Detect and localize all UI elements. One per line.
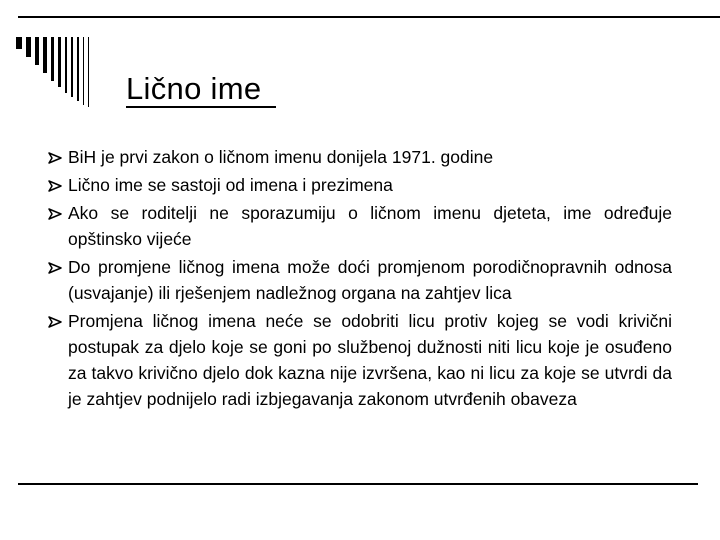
- bullet-item: [48, 308, 672, 412]
- bullet-list: [48, 144, 672, 414]
- bullet-item: [48, 144, 672, 170]
- top-rule: [18, 16, 720, 18]
- arrow-bullet-icon: [48, 316, 62, 328]
- stripe: [16, 37, 22, 49]
- stripe: [51, 37, 54, 81]
- stripe: [65, 37, 67, 93]
- stripe: [77, 37, 79, 101]
- arrow-bullet-icon: [48, 208, 62, 220]
- bullet-item: [48, 254, 672, 306]
- stripe: [26, 37, 31, 57]
- stripe: [71, 37, 73, 97]
- stripe: [43, 37, 47, 73]
- title-underline: [126, 106, 276, 108]
- arrow-bullet-icon: [48, 152, 62, 164]
- bullet-text: Promjena ličnog imena neće se odobriti licu protiv kojeg se vodi krivični postupak za djelo koje se goni po službenoj dužnosti niti licu koje je osuđeno za takvo krivično djelo dok kazna nije izvršena, kao ni licu za koje se utvrdi da je zahtjev podnijelo radi izbjegavanja zakonom utvrđenih obaveza: [68, 311, 672, 409]
- bullet-text: Ako se roditelji ne sporazumiju o ličnom imenu djeteta, ime određuje opštinsko vijeće: [68, 203, 672, 249]
- bullet-text: Do promjene ličnog imena može doći promjenom porodičnopravnih odnosa (usvajanje) ili rješenjem nadležnog organa na zahtjev lica: [68, 257, 672, 303]
- decorative-stripes: [16, 37, 136, 107]
- stripe: [35, 37, 39, 65]
- slide-title: Lično ime: [126, 71, 262, 106]
- bullet-text: Lično ime se sastoji od imena i prezimena: [68, 175, 393, 195]
- title-block: [126, 70, 261, 108]
- arrow-bullet-icon: [48, 180, 62, 192]
- stripe: [88, 37, 89, 107]
- bullet-text: BiH je prvi zakon o ličnom imenu donijela 1971. godine: [68, 147, 494, 167]
- bullet-item: [48, 200, 672, 252]
- bullet-item: [48, 172, 672, 198]
- stripe: [58, 37, 61, 87]
- arrow-bullet-icon: [48, 262, 62, 274]
- bottom-rule: [18, 483, 698, 485]
- stripe: [83, 37, 84, 105]
